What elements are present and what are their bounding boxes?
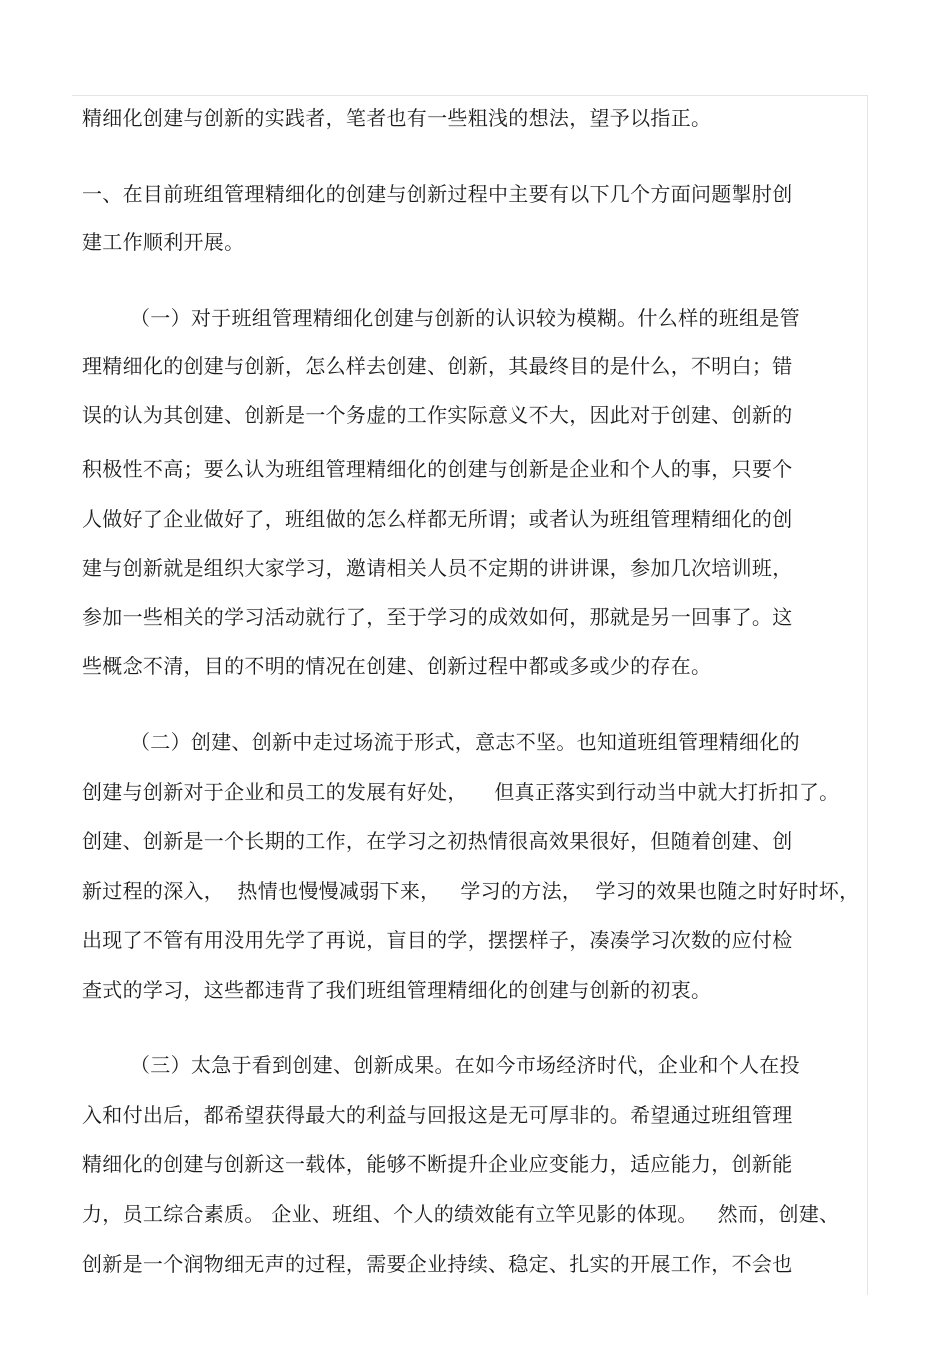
paragraph-3-line: 入和付出后，都希望获得最大的利益与回报这是无可厚非的。希望通过班组管理 bbox=[82, 1103, 793, 1127]
paragraph-2-line: 创建与创新对于企业和员工的发展有好处， 但真正落实到行动当中就大打折扣了。 bbox=[82, 780, 840, 804]
paragraph-2-line: 出现了不管有用没用先学了再说，盲目的学，摆摆样子，凑凑学习次数的应付检 bbox=[82, 928, 793, 952]
paragraph-3-line: （三）太急于看到创建、创新成果。在如今市场经济时代，企业和个人在投 bbox=[130, 1053, 800, 1077]
paragraph-1-line: 误的认为其创建、创新是一个务虚的工作实际意义不大，因此对于创建、创新的 bbox=[82, 403, 793, 427]
text-line: 精细化创建与创新的实践者，笔者也有一些粗浅的想法，望予以指正。 bbox=[82, 106, 712, 130]
paragraph-1-line: 些概念不清，目的不明的情况在创建、创新过程中都或多或少的存在。 bbox=[82, 654, 712, 678]
paragraph-1-line: 理精细化的创建与创新，怎么样去创建、创新，其最终目的是什么，不明白；错 bbox=[82, 354, 793, 378]
paragraph-3-line: 力，员工综合素质。 企业、班组、个人的绩效能有立竿见影的体现。 然而，创建、 bbox=[82, 1202, 840, 1226]
section-heading-line: 建工作顺利开展。 bbox=[82, 230, 245, 254]
paragraph-2-line: （二）创建、创新中走过场流于形式，意志不坚。也知道班组管理精细化的 bbox=[130, 730, 800, 754]
paragraph-1-line: 建与创新就是组织大家学习，邀请相关人员不定期的讲讲课，参加几次培训班， bbox=[82, 556, 793, 580]
paragraph-2-line: 新过程的深入， 热情也慢慢减弱下来， 学习的方法， 学习的效果也随之时好时坏， bbox=[82, 879, 860, 903]
paragraph-1-line: （一）对于班组管理精细化创建与创新的认识较为模糊。什么样的班组是管 bbox=[130, 306, 800, 330]
paragraph-2-line: 查式的学习，这些都违背了我们班组管理精细化的创建与创新的初衷。 bbox=[82, 978, 712, 1002]
paragraph-1-line: 积极性不高；要么认为班组管理精细化的创建与创新是企业和个人的事，只要个 bbox=[82, 457, 793, 481]
paragraph-3-line: 创新是一个润物细无声的过程，需要企业持续、稳定、扎实的开展工作，不会也 bbox=[82, 1252, 793, 1276]
paragraph-3-line: 精细化的创建与创新这一载体，能够不断提升企业应变能力，适应能力，创新能 bbox=[82, 1152, 793, 1176]
paragraph-2-line: 创建、创新是一个长期的工作，在学习之初热情很高效果很好，但随着创建、创 bbox=[82, 829, 793, 853]
paragraph-1-line: 人做好了企业做好了，班组做的怎么样都无所谓；或者认为班组管理精细化的创 bbox=[82, 507, 793, 531]
paragraph-1-line: 参加一些相关的学习活动就行了，至于学习的成效如何，那就是另一回事了。这 bbox=[82, 605, 793, 629]
section-heading-line: 一、在目前班组管理精细化的创建与创新过程中主要有以下几个方面问题掣肘创 bbox=[82, 182, 793, 206]
